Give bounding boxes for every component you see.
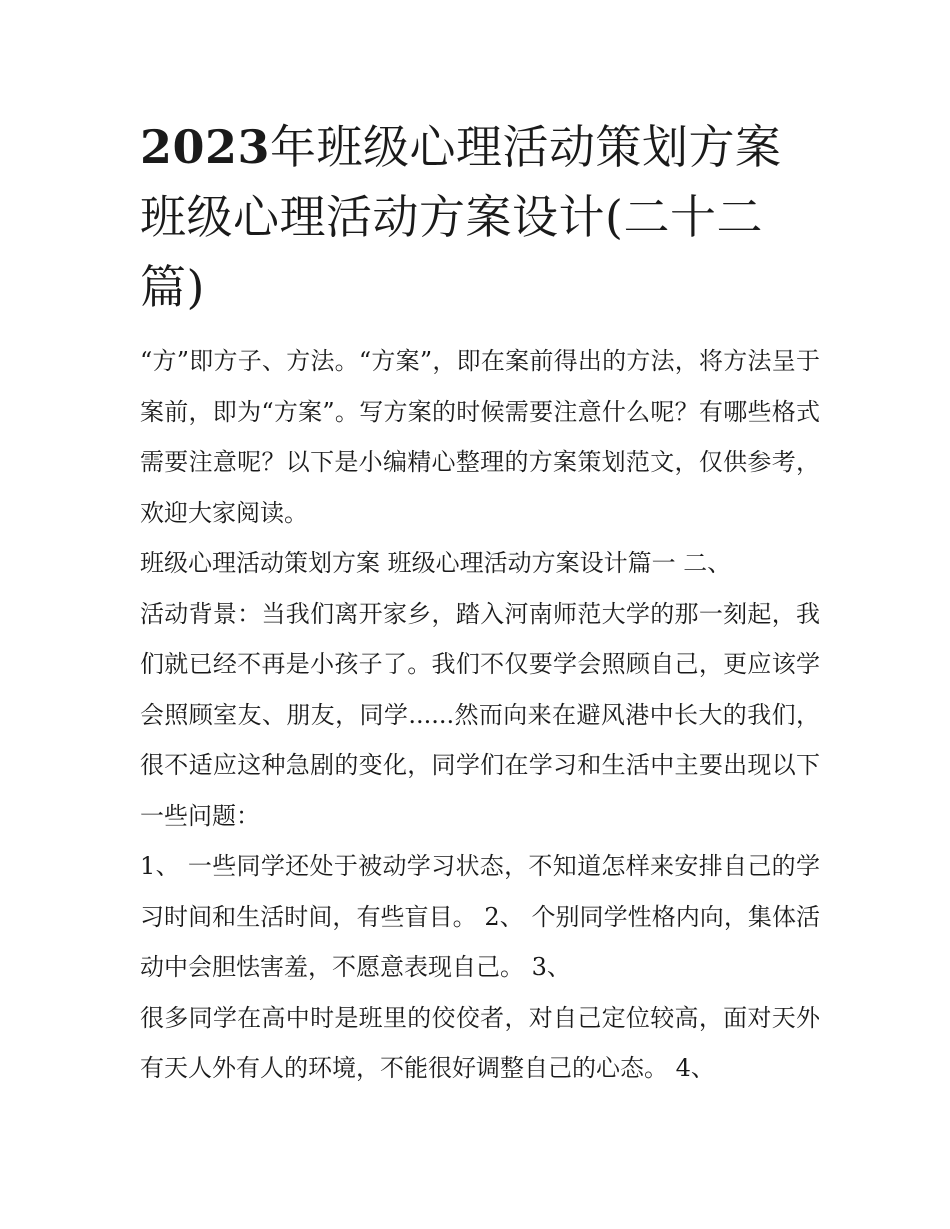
document-title xyxy=(140,112,820,322)
problem-list-continued-paragraph: 很多同学在高中时是班里的佼佼者，对自己定位较高，面对天外有天人外有人的环境，不能很好调整自己的心态。 4、 xyxy=(140,1003,820,1082)
intro-paragraph: “方”即方子、方法。“方案”，即在案前得出的方法，将方法呈于案前，即为“方案”。写方案的时候需要注意什么呢？有哪些格式需要注意呢？以下是小编精心整理的方案策划范文，仅供参考，欢迎大家阅读。 xyxy=(140,347,820,527)
problem-list-paragraph: 1、 一些同学还处于被动学习状态，不知道怎样来安排自己的学习时间和生活时间，有些盲目。 2、 个别同学性格内向，集体活动中会胆怯害羞，不愿意表现自己。 3、 xyxy=(140,852,820,981)
title-year: 2023 xyxy=(140,120,271,174)
title-text: 年班级心理活动策划方案 班级心理活动方案设计(二十二篇) xyxy=(140,120,782,314)
section-heading: 班级心理活动策划方案 班级心理活动方案设计篇一 二、 xyxy=(140,549,732,577)
document-body xyxy=(140,336,820,1094)
background-paragraph: 活动背景：当我们离开家乡，踏入河南师范大学的那一刻起，我们就已经不再是小孩子了。我们不仅要学会照顾自己，更应该学会照顾室友、朋友，同学......然而向来在避风港中长大的我们，很不适应这种急剧的变化，同学们在学习和生活中主要出现以下一些问题： xyxy=(140,599,820,830)
document-page xyxy=(140,112,820,1094)
